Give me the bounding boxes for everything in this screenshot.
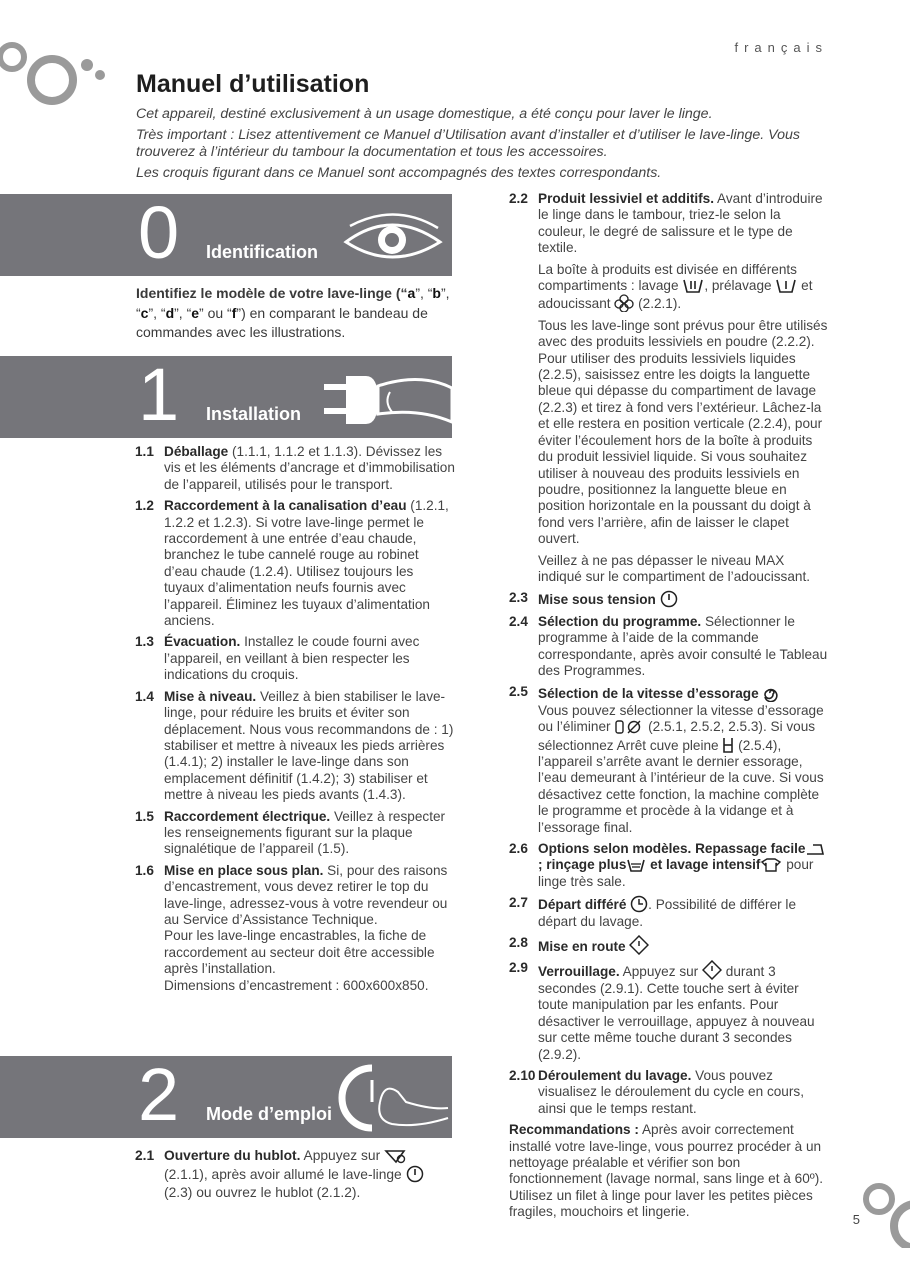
- intro-line: Cet appareil, destiné exclusivement à un usage domestique, a été conçu pour laver le linge.: [136, 106, 713, 122]
- item-title: Recommandations :: [509, 1122, 639, 1138]
- item-text: Appuyez sur: [300, 1148, 385, 1163]
- mode-emploi-list: [135, 1147, 455, 1207]
- identification-text: [136, 284, 456, 343]
- section-number: 0: [138, 191, 180, 274]
- item-text: (2.5.1, 2.5.2, 2.5.3). Si vous sélectionnez Arrêt cuve pleine: [538, 719, 816, 753]
- item-title: Sélection de la vitesse d’essorage: [538, 686, 759, 702]
- item-number: 2.2: [509, 191, 528, 206]
- item-number: 1.4: [135, 688, 154, 704]
- item-text: Vous pouvez visualisez le déroulement du cycle en cours, ainsi que le temps restant.: [538, 1067, 804, 1116]
- list-item: [135, 444, 455, 493]
- brand-circles-corner: [858, 1178, 910, 1248]
- easy-iron-icon: [805, 841, 825, 857]
- plug-icon: [320, 362, 452, 438]
- item-title: Produit lessiviel et additifs.: [538, 191, 715, 206]
- list-item: [135, 498, 455, 629]
- item-title: Ouverture du hublot.: [164, 1148, 301, 1163]
- item-text: Si, pour des raisons d’encastrement, vous devez retirer le top du lave-linge, adressez-vous à votre revendeur ou au Service d’Assistance Technique.: [164, 862, 448, 927]
- wash-compartment-icon: [682, 278, 704, 294]
- item-text: Avant d’introduire le linge dans le tambour, triez-le selon la couleur, le degré de salissure et le type de textile.: [538, 191, 823, 256]
- spin-icon: [762, 684, 780, 702]
- section-title: Installation: [206, 404, 302, 424]
- item-text: Pour les lave-linge encastrables, la fiche de raccordement au secteur doit être accessible après l’installation.: [164, 928, 435, 977]
- item-title: Raccordement à la canalisation d’eau: [164, 498, 407, 514]
- item-title: Mise sous tension: [538, 592, 656, 608]
- item-number: 2.5: [509, 684, 528, 700]
- item-title: Départ différé: [538, 897, 627, 913]
- item-number: 1.3: [135, 634, 154, 650]
- installation-list: [135, 444, 455, 994]
- page-number: 5: [852, 1212, 860, 1227]
- clock-icon: [630, 895, 648, 913]
- paragraph: Veillez à ne pas dépasser le niveau MAX indiqué sur le compartiment de l’adoucissant.: [538, 552, 811, 584]
- paragraph: Tous les lave-linge sont prévus pour être utilisés avec des produits lessiviels en poudre (2.2.2). Pour utiliser des produits lessiviels liquides (2.2.5), saisissez entre les doigts la languette bleue qui dépasse du compartiment de lavage (2.2.3) et tirez à fond vers l’extérieur. Lâchez-la et elle restera en position verticale (2.2.4), pour éviter l’écoulement hors de la boîte à produits du produit lessiviel liquide. Si vous souhaitez utiliser à nouveau des produits lessiviels en poudre, positionnez la languette bleue en position horizontale en la poussant du doigt à fond vers l’arrière, afin de laisser le clapet ouvert.: [538, 317, 828, 547]
- section-title: Mode d’emploi: [206, 1104, 332, 1124]
- id-text-part: Identifiez le modèle de votre lave-linge (“: [136, 285, 408, 301]
- item-title: ; rinçage plus: [538, 857, 627, 873]
- power-icon: [406, 1165, 424, 1183]
- id-text-part: ”, “: [415, 285, 433, 301]
- list-item: [135, 689, 455, 804]
- list-item: [509, 960, 829, 1062]
- item-text: Après avoir correctement installé votre lave-linge, vous pourrez procéder à un nettoyage préalable et vérifier son bon fonctionnement (lavage normal, sans linge et à 60º). Utilisez un filet à linge pour laver les petites pièces fragiles, mouchoirs et lingerie.: [509, 1122, 824, 1220]
- eye-icon: [340, 206, 445, 266]
- section-banner-installation: [0, 353, 452, 438]
- item-title: Mise en place sous plan.: [164, 862, 324, 878]
- section-number: 1: [138, 353, 180, 436]
- softener-flower-icon: [614, 294, 634, 312]
- list-item: [509, 684, 829, 836]
- hand-pressing-button-icon: [336, 1062, 452, 1138]
- item-text: , prélavage: [704, 278, 776, 294]
- item-text: durant 3 secondes (2.9.1). Cette touche sert à éviter toute manipulation par les enfants. Pour désactiver le verrouillage, appuyez à nouveau sur cette même touche durant 3 secondes (2.9.2).: [538, 964, 815, 1062]
- item-text: (1.1.1, 1.1.2 et 1.1.3). Dévissez les vis et les éléments d’ancrage et d’immobilisation de l’appareil, utilisés pour le transport.: [164, 444, 455, 492]
- item-number: 2.7: [509, 895, 528, 911]
- item-title: Sélection du programme.: [538, 613, 702, 629]
- id-text-part: ”) en comparant le bandeau de commandes avec les illustrations.: [136, 304, 428, 340]
- model-letter: f: [231, 304, 237, 321]
- item-number: 2.6: [509, 841, 528, 857]
- item-text: (2.1.1), après avoir allumé le lave-linge: [164, 1167, 406, 1182]
- item-number: 2.1: [135, 1148, 155, 1163]
- item-title: Raccordement électrique.: [164, 808, 331, 824]
- item-text: La boîte à produits est divisée en différents compartiments : lavage: [538, 261, 797, 294]
- item-text: (2.2.1).: [634, 296, 682, 312]
- list-item: [135, 1147, 455, 1202]
- item-text: Vous pouvez sélectionner la vitesse d’essorage ou l’éliminer: [538, 702, 824, 735]
- paragraph: [538, 262, 829, 313]
- item-title: Verrouillage.: [538, 964, 620, 980]
- intro-text: [136, 106, 836, 185]
- start-diamond-icon: [702, 960, 722, 980]
- item-title: Mise en route: [538, 939, 626, 955]
- intensive-wash-icon: [760, 857, 782, 873]
- list-item: [135, 863, 455, 929]
- list-item: [509, 590, 829, 608]
- item-text: Appuyez sur: [619, 964, 702, 980]
- item-title: Options selon modèles. Repassage facile: [538, 841, 806, 857]
- section-banner-identification: [0, 191, 452, 276]
- intro-line: Très important : Lisez attentivement ce Manuel d’Utilisation avant d’installer et d’utiliser le lave-linge. Vous trouverez à l’intérieur du tambour la documentation et tous les accessoires.: [136, 126, 800, 160]
- list-item: [509, 935, 829, 955]
- brand-circles-logo: [0, 38, 110, 110]
- model-letter: e: [191, 304, 200, 321]
- item-text: Installez le coude fourni avec l’appareil, en veillant à bien respecter les indications du croquis.: [164, 634, 420, 683]
- item-title: et lavage intensif: [646, 857, 761, 873]
- list-item: [509, 895, 829, 930]
- item-text: (2.5.4), l’appareil s’arrête avant le dernier essorage, l’eau demeurant à l’intérieur de la cuve. Si vous désactivez cette fonction, la machine complète le programme et procède à la vidange et à l’essorage final.: [538, 737, 824, 835]
- item-text: pour linge très sale.: [538, 857, 814, 889]
- list-item: [509, 191, 829, 257]
- item-title: Évacuation.: [164, 634, 241, 650]
- spin-off-icon: [614, 719, 644, 735]
- item-number: 1.6: [135, 862, 154, 878]
- list-item: [135, 634, 455, 683]
- section-number: 2: [138, 1053, 180, 1136]
- rinse-hold-icon: [722, 736, 734, 754]
- model-letter: d: [165, 304, 175, 321]
- item-title: Déballage: [164, 444, 229, 459]
- item-text: . Possibilité de différer le départ du lavage.: [538, 897, 797, 929]
- list-item: [509, 614, 829, 680]
- start-diamond-icon: [629, 935, 649, 955]
- language-label: français: [734, 40, 828, 55]
- item-text: (2.3) ou ouvrez le hublot (2.1.2).: [164, 1185, 361, 1200]
- page-title: Manuel d’utilisation: [136, 70, 370, 98]
- list-item: [509, 1068, 829, 1117]
- door-open-icon: [384, 1148, 408, 1164]
- item-number: 1.2: [135, 498, 154, 514]
- item-number: 1.1: [135, 444, 154, 459]
- item-title: Déroulement du lavage.: [538, 1067, 692, 1083]
- item-number: 2.4: [509, 613, 528, 629]
- model-letter: a: [407, 285, 416, 301]
- id-text-part: ” ou “: [199, 304, 232, 321]
- item-number: 2.9: [509, 960, 528, 976]
- item-text: (1.2.1, 1.2.2 et 1.2.3). Si votre lave-linge permet le raccordement à une entrée d’eau chaude, branchez le tube cannelé rouge au robinet d’eau chaude (1.2.4). Utilisez toujours les tuyaux d’alimentation neufs fournis avec l’appareil. Éliminez les tuyaux d’alimentation anciens.: [164, 498, 449, 629]
- model-letter: c: [140, 304, 149, 321]
- item-text: Sélectionner le programme à l’aide de la commande correspondante, après avoir consulté le Tableau des Programmes.: [538, 613, 828, 678]
- id-text-part: ”, “: [148, 304, 166, 321]
- item-text: Veillez à bien stabiliser le lave-linge, pour réduire les bruits et éviter son déplacement. Nous vous recommandons de : 1) stabiliser et mettre à niveaux les pieds arrières (1.4.1); 2) installer le lave-linge dans son emplacement définitif (1.4.2); 3) stabiliser et mettre à niveau les pieds avants (1.4.3).: [164, 688, 454, 803]
- id-text-part: ”, “: [174, 304, 192, 321]
- item-number: 2.8: [509, 935, 528, 951]
- list-item: [135, 809, 455, 858]
- item-text: et adoucissant: [538, 278, 813, 312]
- section-banner-mode-emploi: [0, 1053, 452, 1138]
- item-number: 1.5: [135, 808, 154, 824]
- item-text: Veillez à respecter les renseignements figurant sur la plaque signalétique de l’appareil (1.5).: [164, 808, 446, 857]
- item-title: Mise à niveau.: [164, 688, 257, 704]
- right-column: [509, 191, 829, 1221]
- section-title: Identification: [206, 242, 318, 262]
- id-text-part: ”, “: [136, 285, 450, 321]
- item-text: Dimensions d’encastrement : 600x600x850.: [164, 977, 429, 993]
- recommendations: [509, 1122, 829, 1220]
- list-item: [509, 841, 829, 890]
- intro-line: Les croquis figurant dans ce Manuel sont accompagnés des textes correspondants.: [136, 164, 662, 181]
- prewash-compartment-icon: [775, 278, 797, 294]
- model-letter: b: [432, 285, 441, 301]
- power-icon: [660, 590, 678, 608]
- item-number: 2.3: [509, 590, 528, 606]
- extra-rinse-icon: [626, 857, 646, 873]
- item-number: 2.10: [509, 1067, 536, 1083]
